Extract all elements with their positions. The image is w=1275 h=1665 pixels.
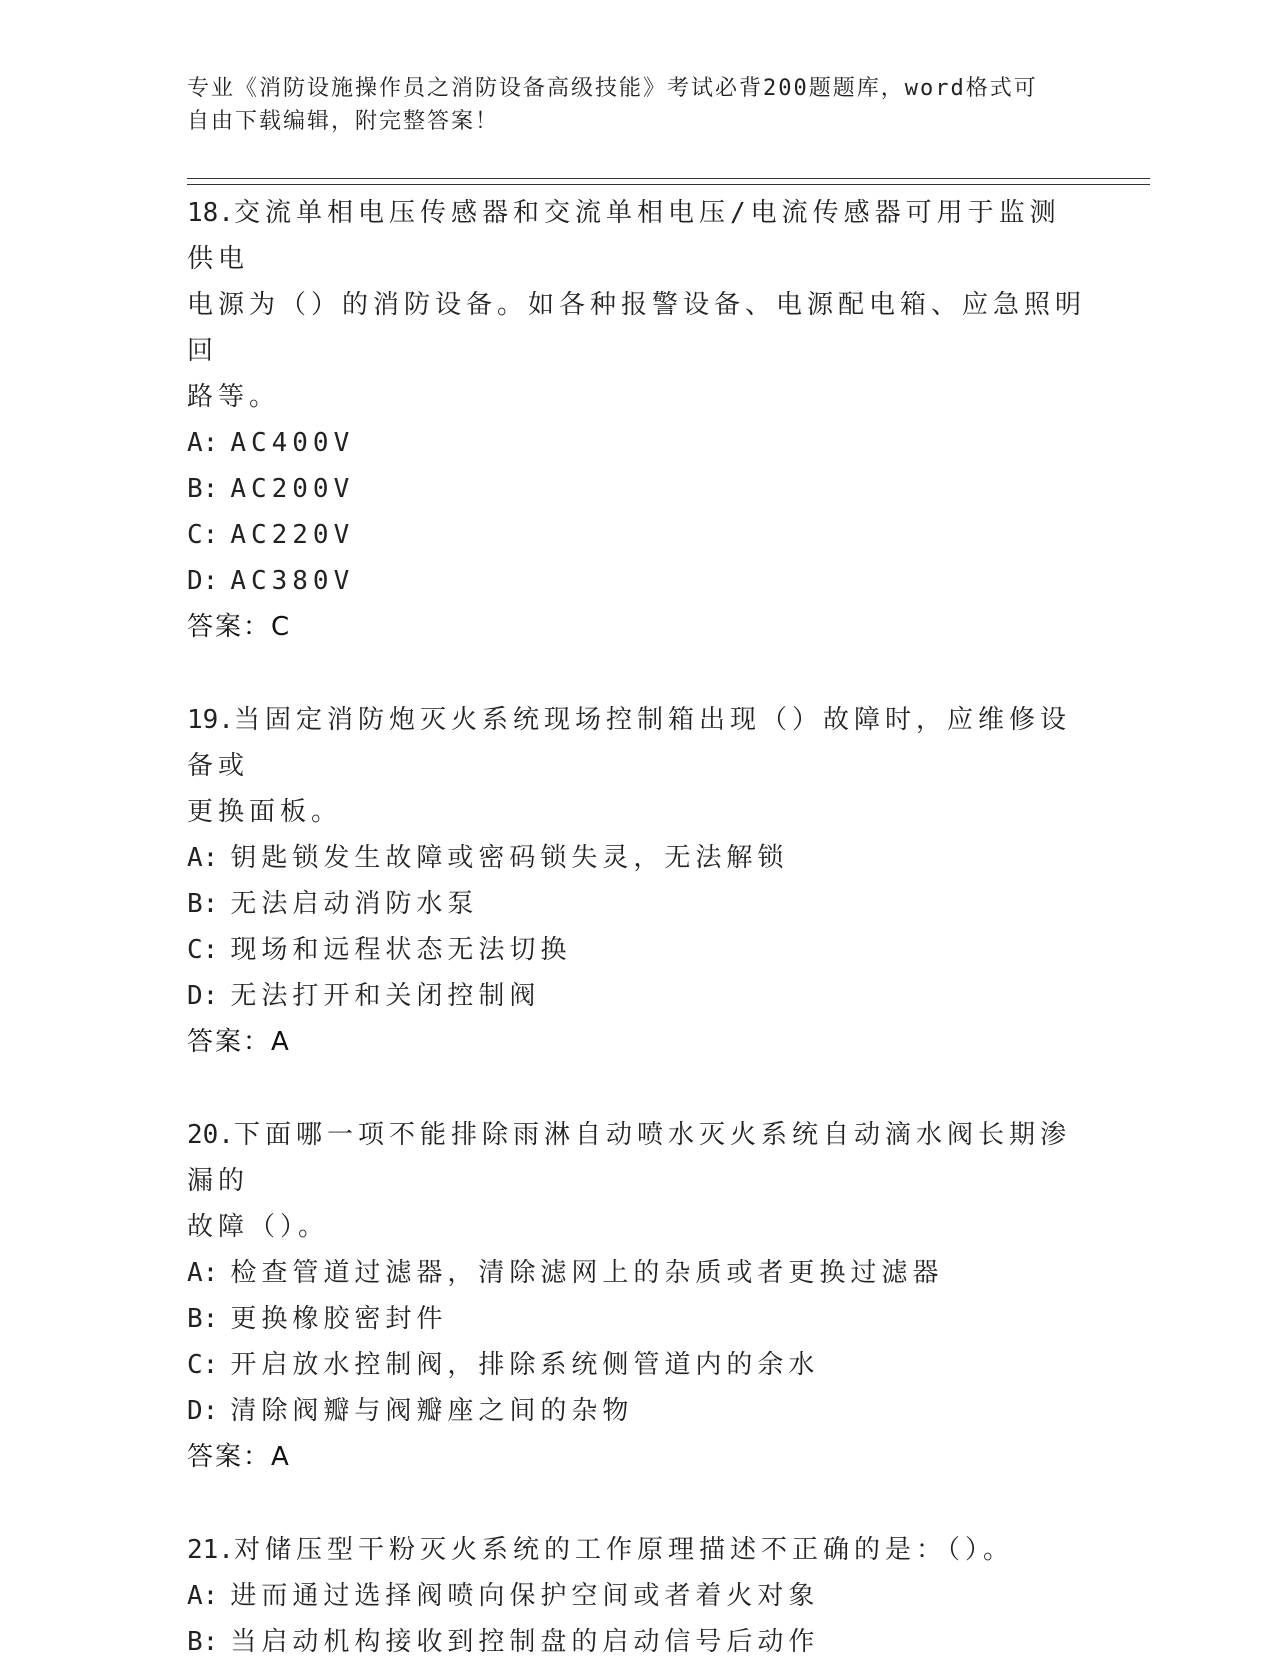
- page-header: [187, 72, 1087, 138]
- question-text: [187, 697, 1087, 789]
- question-line: 下面哪一项不能排除雨淋自动喷水灭火系统自动滴水阀长期渗漏的: [187, 1120, 1071, 1196]
- option-text: AC380V: [230, 566, 355, 596]
- spacer: [187, 1480, 1087, 1527]
- option-text: 当启动机构接收到控制盘的启动信号后动作: [230, 1627, 820, 1657]
- option-letter: C:: [187, 1350, 219, 1380]
- question-line: 更换面板。: [187, 797, 343, 827]
- option-text: 检查管道过滤器，清除滤网上的杂质或者更换过滤器: [230, 1258, 944, 1288]
- question-number: 19.: [187, 705, 234, 735]
- header-line-2: 自由下载编辑，附完整答案！: [187, 109, 500, 134]
- option-a: [187, 1250, 1087, 1296]
- answer: 答案：C: [187, 612, 292, 642]
- header-divider-bottom: [187, 184, 1150, 185]
- option-text: 现场和远程状态无法切换: [230, 935, 572, 965]
- option-a: [187, 835, 1087, 881]
- question-text: [187, 1527, 1087, 1573]
- option-letter: C:: [187, 520, 219, 550]
- option-text: AC220V: [230, 520, 355, 550]
- option-c: [187, 1342, 1087, 1388]
- option-text: 清除阀瓣与阀瓣座之间的杂物: [230, 1396, 634, 1426]
- option-letter: B:: [187, 1627, 219, 1657]
- question-number: 21.: [187, 1535, 234, 1565]
- option-d: [187, 973, 1087, 1019]
- question-20: [187, 1112, 1087, 1480]
- option-a: [187, 420, 1087, 466]
- option-b: [187, 881, 1087, 927]
- question-line: 当固定消防炮灭火系统现场控制箱出现（）故障时，应维修设备或: [187, 705, 1071, 781]
- option-letter: A:: [187, 1581, 219, 1611]
- option-letter: D:: [187, 1396, 219, 1426]
- question-18: [187, 190, 1087, 650]
- question-21: [187, 1527, 1087, 1665]
- option-d: [187, 1388, 1087, 1434]
- question-line: 对储压型干粉灭火系统的工作原理描述不正确的是：（）。: [233, 1535, 1014, 1565]
- spacer: [187, 650, 1087, 697]
- option-letter: D:: [187, 981, 219, 1011]
- header-divider-top: [187, 178, 1150, 179]
- option-letter: A:: [187, 843, 219, 873]
- question-line: 故障（）。: [187, 1212, 330, 1242]
- answer: 答案：A: [187, 1027, 291, 1057]
- option-letter: D:: [187, 566, 219, 596]
- option-b: [187, 1296, 1087, 1342]
- question-number: 18.: [187, 198, 234, 228]
- option-d: [187, 558, 1087, 604]
- option-letter: B:: [187, 1304, 219, 1334]
- option-letter: A:: [187, 428, 219, 458]
- option-text: 钥匙锁发生故障或密码锁失灵，无法解锁: [230, 843, 789, 873]
- option-text: 进而通过选择阀喷向保护空间或者着火对象: [230, 1581, 820, 1611]
- spacer: [187, 1065, 1087, 1112]
- option-text: 无法打开和关闭控制阀: [230, 981, 541, 1011]
- option-text: AC400V: [230, 428, 355, 458]
- option-text: 更换橡胶密封件: [230, 1304, 448, 1334]
- option-text: 无法启动消防水泵: [230, 889, 479, 919]
- option-b: [187, 466, 1087, 512]
- option-c: [187, 512, 1087, 558]
- option-letter: A:: [187, 1258, 219, 1288]
- option-b: [187, 1619, 1087, 1665]
- option-letter: B:: [187, 474, 219, 504]
- question-19: [187, 697, 1087, 1065]
- question-line: 电源为（）的消防设备。如各种报警设备、电源配电箱、应急照明回: [187, 290, 1087, 366]
- answer: 答案：A: [187, 1442, 291, 1472]
- question-text: [187, 1112, 1087, 1204]
- option-letter: B:: [187, 889, 219, 919]
- option-c: [187, 927, 1087, 973]
- option-a: [187, 1573, 1087, 1619]
- question-line: 交流单相电压传感器和交流单相电压/电流传感器可用于监测供电: [187, 198, 1061, 274]
- option-text: 开启放水控制阀，排除系统侧管道内的余水: [230, 1350, 820, 1380]
- option-letter: C:: [187, 935, 219, 965]
- question-number: 20.: [187, 1120, 234, 1150]
- option-text: AC200V: [230, 474, 355, 504]
- header-line-1: 专业《消防设施操作员之消防设备高级技能》考试必背200题题库，word格式可: [187, 76, 1038, 101]
- question-text: [187, 190, 1087, 282]
- question-list: [187, 190, 1087, 1665]
- question-line: 路等。: [187, 382, 281, 412]
